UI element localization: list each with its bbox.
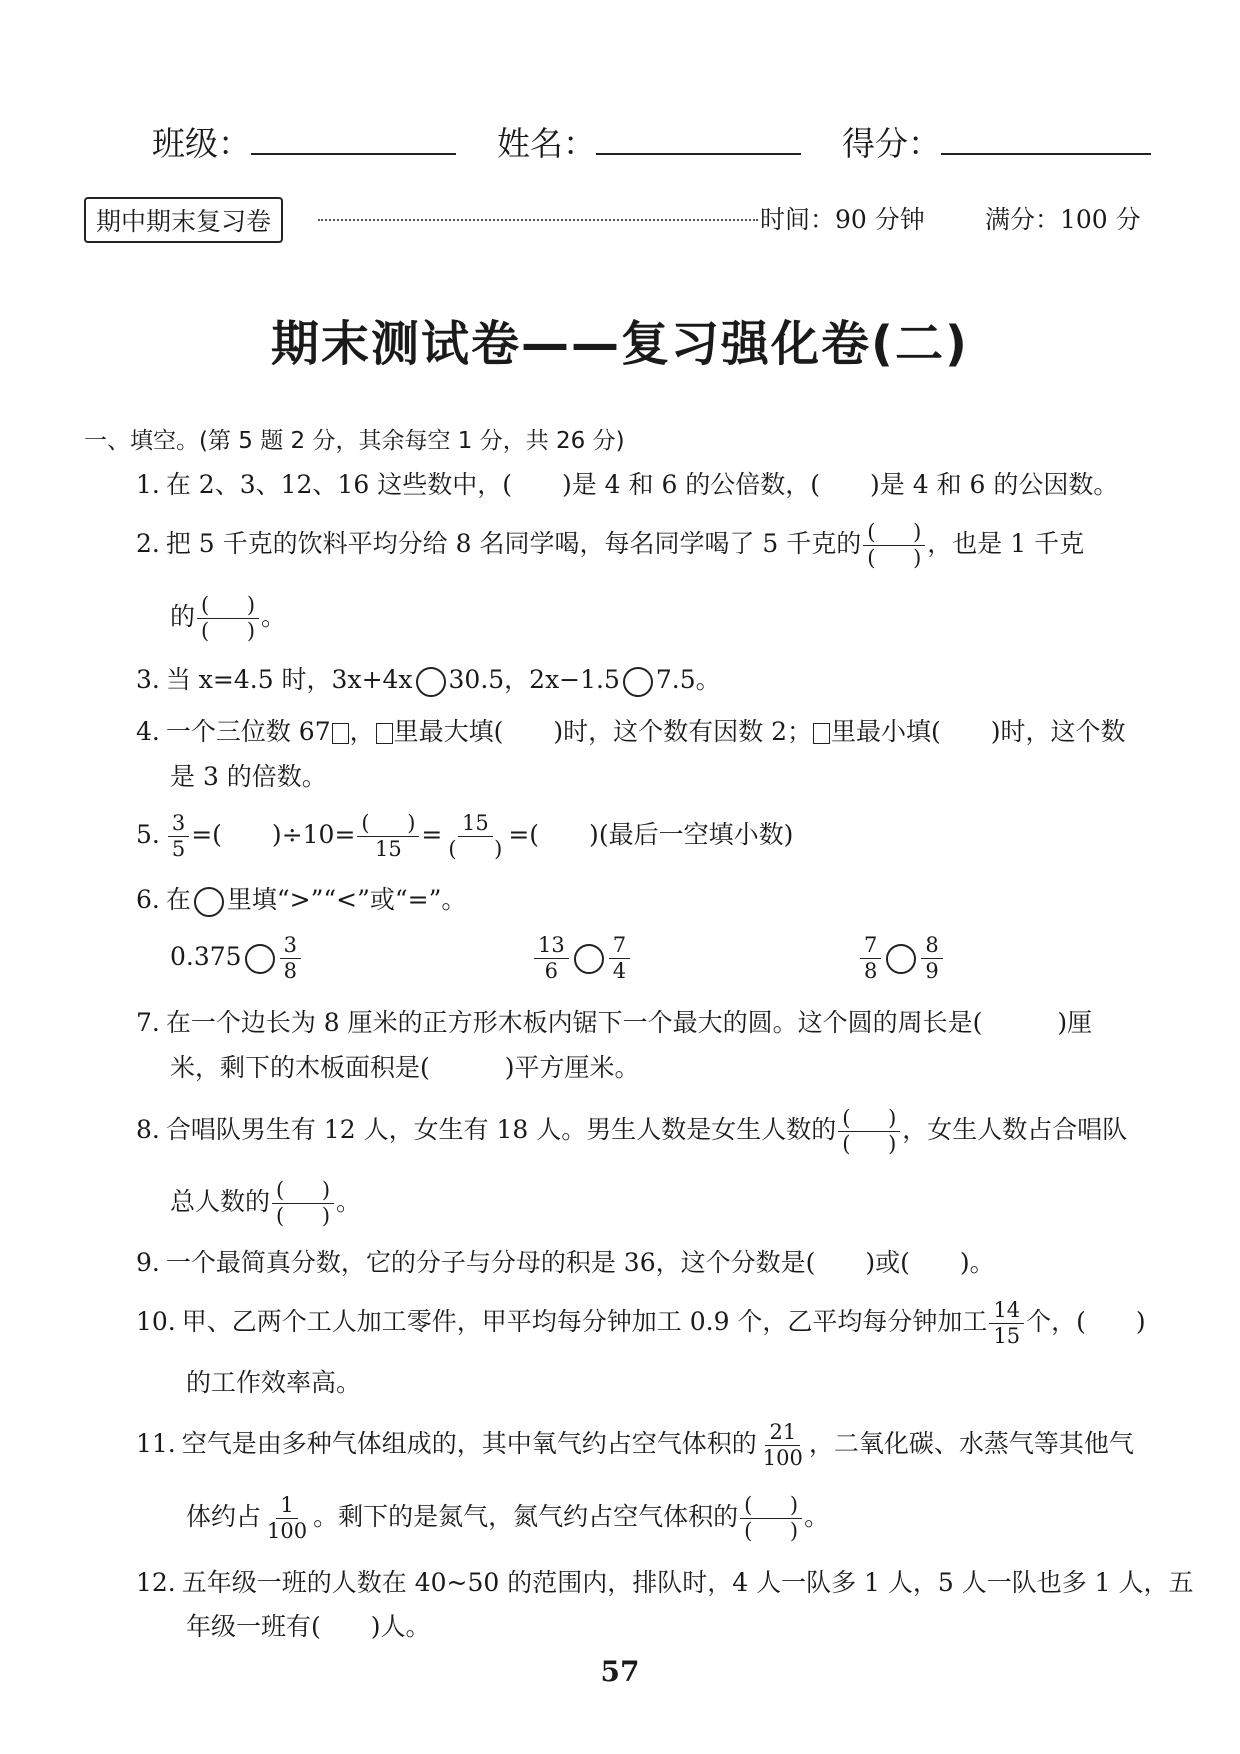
- question-text: 当 x=4.5 时，3x+4x: [165, 665, 413, 694]
- question-10-cont: [186, 1363, 361, 1399]
- fraction: [280, 935, 301, 982]
- question-text: 的工作效率高。: [186, 1368, 362, 1397]
- question-text: ，女生人数占合唱队: [902, 1115, 1128, 1144]
- class-label: 班级：: [152, 124, 251, 163]
- compare-circle[interactable]: [416, 667, 446, 697]
- paren-open: (: [842, 1132, 851, 1156]
- numerator: 13: [534, 935, 569, 959]
- denominator: 100: [762, 1446, 803, 1470]
- question-text: 合唱队男生有 12 人，女生有 18 人。男生人数是女生人数的: [165, 1115, 837, 1144]
- question-number: 3.: [136, 665, 160, 694]
- name-field[interactable]: [596, 123, 801, 155]
- fraction: [759, 1422, 807, 1469]
- paren-close: ): [246, 619, 256, 643]
- question-text: 体约占: [186, 1502, 262, 1531]
- paren-close: ): [789, 1493, 799, 1517]
- page-title: 期末测试卷——复习强化卷(二): [271, 316, 969, 372]
- fraction: [263, 1495, 311, 1542]
- fraction: [168, 813, 189, 860]
- question-text: 空气是由多种气体组成的，其中氧气约占空气体积的: [181, 1429, 757, 1458]
- digit-box: [813, 723, 830, 744]
- question-number: 2.: [136, 529, 160, 558]
- section-heading: 一、填空。(第 5 题 2 分，其余每空 1 分，共 26 分): [84, 428, 625, 454]
- question-5: [136, 813, 793, 860]
- question-number: 12.: [136, 1568, 176, 1597]
- question-9: [136, 1243, 995, 1279]
- compare-circle[interactable]: [574, 944, 604, 974]
- denominator: 9: [925, 959, 939, 983]
- question-10: [136, 1300, 1146, 1347]
- class-field[interactable]: [251, 123, 456, 155]
- header-fields: [152, 118, 1151, 165]
- paren-close: ): [789, 1519, 799, 1543]
- fraction: [609, 935, 630, 982]
- blank-fraction[interactable]: [357, 813, 419, 860]
- question-text: =( )÷10=: [191, 820, 356, 849]
- paren-close: ): [494, 837, 503, 861]
- blank-fraction[interactable]: [272, 1180, 334, 1227]
- paren-open: (: [867, 520, 876, 544]
- question-text: 五年级一班的人数在 40~50 的范围内，排队时，4 人一队多 1 人，5 人一队也多 1 人，五: [181, 1568, 1194, 1597]
- question-number: 6.: [136, 885, 160, 914]
- paren-close: ): [321, 1204, 331, 1228]
- question-text: 在 2、3、12、16 这些数中，( )是 4 和 6 的公倍数，( )是 4 和 6 的公因数。: [165, 470, 1119, 499]
- denominator: 6: [544, 959, 559, 983]
- question-text: 个，( ): [1026, 1307, 1146, 1336]
- compare-circle: [194, 887, 224, 917]
- paren-open: (: [842, 1106, 851, 1130]
- question-number: 4.: [136, 717, 160, 746]
- blank-fraction[interactable]: [740, 1495, 802, 1542]
- paren-open: (: [744, 1519, 753, 1543]
- fraction: [860, 935, 881, 982]
- blank-fraction[interactable]: [444, 813, 506, 860]
- question-number: 9.: [136, 1248, 160, 1277]
- question-text: 总人数的: [170, 1187, 271, 1216]
- denominator: 15: [993, 1324, 1021, 1348]
- name-label: 姓名：: [497, 124, 596, 163]
- paren-open: (: [361, 811, 370, 835]
- question-8-cont: [170, 1180, 361, 1227]
- question-text: =: [421, 820, 443, 849]
- question-text: 在一个边长为 8 厘米的正方形木板内锯下一个最大的圆。这个圆的周长是( )厘: [165, 1008, 1093, 1037]
- question-text: 甲、乙两个工人加工零件，甲平均每分钟加工 0.9 个，乙平均每分钟加工: [181, 1307, 988, 1336]
- question-text: 。: [336, 1187, 362, 1216]
- paren-open: (: [448, 837, 457, 861]
- full-score: 满分：100 分: [985, 205, 1141, 234]
- numerator: 8: [921, 935, 942, 959]
- numerator: 21: [765, 1422, 800, 1446]
- fraction: [534, 935, 569, 982]
- compare-circle[interactable]: [623, 667, 653, 697]
- numerator: 3: [168, 813, 189, 837]
- question-text: 一个三位数 67: [165, 717, 331, 746]
- question-text: 把 5 千克的饮料平均分给 8 名同学喝，每名同学喝了 5 千克的: [165, 529, 862, 558]
- question-text: 米，剩下的木板面积是( )平方厘米。: [170, 1053, 640, 1082]
- denominator: 8: [864, 959, 878, 983]
- page-number: 57: [600, 1655, 640, 1688]
- denominator: 100: [267, 1519, 308, 1543]
- score-field[interactable]: [941, 123, 1151, 155]
- question-text: 。: [804, 1502, 830, 1531]
- paren-close: ): [913, 546, 922, 570]
- exam-time: 时间：90 分钟: [760, 205, 925, 234]
- question-text: 在: [165, 885, 191, 914]
- numerator: 7: [609, 935, 630, 959]
- compare-item-c: [858, 935, 945, 982]
- question-4: [136, 712, 1126, 748]
- question-text: 年级一班有( )人。: [186, 1612, 431, 1641]
- compare-circle[interactable]: [886, 944, 916, 974]
- paren-open: (: [276, 1178, 285, 1202]
- blank-fraction[interactable]: [838, 1108, 900, 1155]
- compare-item-b: [532, 935, 632, 982]
- question-text: 的: [170, 602, 196, 631]
- question-text: 7.5。: [655, 665, 721, 694]
- question-number: 11.: [136, 1429, 176, 1458]
- score-label: 得分：: [842, 124, 941, 163]
- numerator: 14: [989, 1300, 1024, 1324]
- question-number: 5.: [136, 820, 160, 849]
- numerator: 3: [280, 935, 301, 959]
- question-4-cont: [170, 757, 327, 793]
- compare-item-a: [170, 935, 303, 982]
- question-number: 8.: [136, 1115, 160, 1144]
- question-text: ，也是 1 千克: [927, 529, 1085, 558]
- denominator: 15: [375, 837, 402, 861]
- question-text: 是 3 的倍数。: [170, 762, 327, 791]
- fraction: [921, 935, 942, 982]
- question-1: [136, 465, 1118, 501]
- question-number: 10.: [136, 1307, 176, 1336]
- question-number: 1.: [136, 470, 160, 499]
- question-8: [136, 1108, 1127, 1155]
- question-text: 。剩下的是氮气，氮气约占空气体积的: [313, 1502, 739, 1531]
- question-text: ，: [349, 717, 375, 746]
- blank-fraction[interactable]: [863, 522, 925, 569]
- numerator: 7: [860, 935, 881, 959]
- question-text: ，二氧化碳、水蒸气等其他气: [808, 1429, 1134, 1458]
- question-text: 里填“>”“<”或“=”。: [226, 885, 467, 914]
- blank-fraction[interactable]: [197, 595, 259, 642]
- question-2: [136, 522, 1084, 569]
- fraction: [989, 1300, 1024, 1347]
- numerator: 1: [276, 1495, 297, 1519]
- denominator: 4: [612, 959, 627, 983]
- paren-close: ): [888, 1106, 897, 1130]
- question-3: [136, 660, 721, 697]
- question-7-cont: [170, 1048, 640, 1084]
- question-6: [136, 880, 466, 917]
- paren-close: ): [407, 811, 416, 835]
- question-text: =( )(最后一空填小数): [508, 820, 794, 849]
- question-11: [136, 1422, 1134, 1469]
- numerator: 15: [458, 813, 493, 837]
- paren-close: ): [888, 1132, 897, 1156]
- value: 0.375: [170, 942, 242, 971]
- paren-close: ): [321, 1178, 331, 1202]
- review-tag: 期中期末复习卷: [84, 197, 283, 243]
- digit-box: [332, 723, 349, 744]
- question-12: [136, 1563, 1194, 1599]
- denominator: 5: [171, 837, 186, 861]
- paren-close: ): [913, 520, 922, 544]
- digit-box: [376, 723, 393, 744]
- question-12-cont: [186, 1607, 431, 1643]
- paren-close: ): [246, 593, 256, 617]
- paren-open: (: [867, 546, 876, 570]
- question-text: 里最大填( )时，这个数有因数 2；: [393, 717, 813, 746]
- question-text: 。: [261, 602, 287, 631]
- question-2-cont: [170, 595, 286, 642]
- question-number: 7.: [136, 1008, 160, 1037]
- paren-open: (: [201, 593, 210, 617]
- question-11-cont: [186, 1495, 829, 1542]
- paren-open: (: [276, 1204, 285, 1228]
- question-text: 里最小填( )时，这个数: [831, 717, 1126, 746]
- compare-circle[interactable]: [245, 944, 275, 974]
- question-7: [136, 1003, 1092, 1039]
- denominator: 8: [283, 959, 297, 983]
- question-text: 一个最简真分数，它的分子与分母的积是 36，这个分数是( )或( )。: [165, 1248, 995, 1277]
- dotted-divider: [318, 219, 758, 221]
- paren-open: (: [744, 1493, 753, 1517]
- paren-open: (: [201, 619, 210, 643]
- question-text: 30.5，2x−1.5: [448, 665, 620, 694]
